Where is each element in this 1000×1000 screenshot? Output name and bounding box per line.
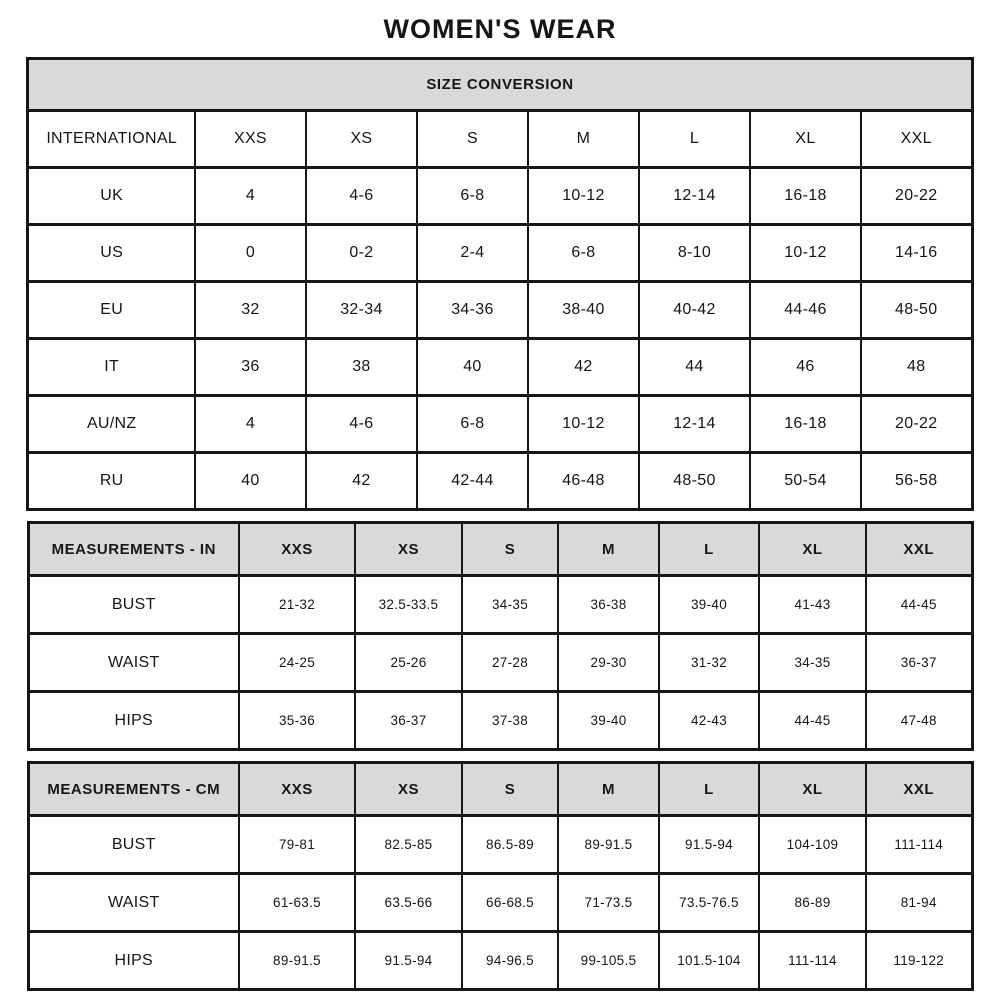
cell: 32: [195, 282, 306, 339]
table-header-row: [28, 111, 972, 168]
cell: 16-18: [750, 396, 861, 453]
cell: 25-26: [355, 634, 462, 692]
cell: 82.5-85: [355, 816, 462, 874]
table-row: [28, 396, 972, 453]
cell: 32-34: [306, 282, 417, 339]
cell: 91.5-94: [659, 816, 759, 874]
row-label: BUST: [28, 576, 239, 634]
cell: 61-63.5: [239, 874, 355, 932]
column-header: XXL: [866, 763, 972, 816]
cell: 46-48: [528, 453, 639, 510]
column-header: M: [528, 111, 639, 168]
cell: 56-58: [861, 453, 972, 510]
cell: 2-4: [417, 225, 528, 282]
table-banner-row: [28, 59, 972, 111]
cell: 41-43: [759, 576, 866, 634]
page-title: WOMEN'S WEAR: [383, 14, 617, 44]
cell: 42: [528, 339, 639, 396]
measurements-in-title: MEASUREMENTS - IN: [28, 523, 239, 576]
row-label: BUST: [28, 816, 239, 874]
cell: 101.5-104: [659, 932, 759, 990]
cell: 34-35: [759, 634, 866, 692]
column-header: XXL: [866, 523, 972, 576]
cell: 29-30: [558, 634, 659, 692]
table-header-row: [28, 523, 972, 576]
column-header: L: [659, 523, 759, 576]
cell: 6-8: [417, 168, 528, 225]
table-row: [28, 692, 972, 750]
cell: 40: [195, 453, 306, 510]
cell: 89-91.5: [239, 932, 355, 990]
column-header: L: [639, 111, 750, 168]
row-label: WAIST: [28, 874, 239, 932]
cell: 99-105.5: [558, 932, 659, 990]
table-row: [28, 816, 972, 874]
cell: 6-8: [417, 396, 528, 453]
cell: 24-25: [239, 634, 355, 692]
cell: 66-68.5: [462, 874, 558, 932]
cell: 44: [639, 339, 750, 396]
cell: 39-40: [659, 576, 759, 634]
table-row: [28, 453, 972, 510]
cell: 46: [750, 339, 861, 396]
column-header: XXS: [195, 111, 306, 168]
column-header: XXS: [239, 763, 355, 816]
cell: 48: [861, 339, 972, 396]
table-header-row: [28, 763, 972, 816]
column-header: XL: [759, 523, 866, 576]
cell: 20-22: [861, 396, 972, 453]
table-row: [28, 168, 972, 225]
cell: 81-94: [866, 874, 972, 932]
cell: 119-122: [866, 932, 972, 990]
cell: 47-48: [866, 692, 972, 750]
column-header: S: [462, 763, 558, 816]
cell: 36-37: [355, 692, 462, 750]
cell: 79-81: [239, 816, 355, 874]
cell: 48-50: [861, 282, 972, 339]
cell: 8-10: [639, 225, 750, 282]
cell: 4: [195, 396, 306, 453]
cell: 86.5-89: [462, 816, 558, 874]
cell: 48-50: [639, 453, 750, 510]
row-label: EU: [28, 282, 195, 339]
column-header: M: [558, 763, 659, 816]
cell: 37-38: [462, 692, 558, 750]
table-row: [28, 932, 972, 990]
cell: 35-36: [239, 692, 355, 750]
table-row: [28, 634, 972, 692]
cell: 36-37: [866, 634, 972, 692]
cell: 50-54: [750, 453, 861, 510]
column-header: M: [558, 523, 659, 576]
cell: 71-73.5: [558, 874, 659, 932]
cell: 91.5-94: [355, 932, 462, 990]
column-header: XS: [355, 523, 462, 576]
row-label: HIPS: [28, 932, 239, 990]
cell: 104-109: [759, 816, 866, 874]
cell: 42-43: [659, 692, 759, 750]
cell: 20-22: [861, 168, 972, 225]
cell: 111-114: [759, 932, 866, 990]
cell: 44-45: [759, 692, 866, 750]
size-conversion-table: [26, 57, 973, 511]
measurements-in-table: [27, 521, 974, 751]
cell: 0: [195, 225, 306, 282]
table-row: [28, 339, 972, 396]
cell: 40: [417, 339, 528, 396]
column-header: XXS: [239, 523, 355, 576]
cell: 10-12: [528, 396, 639, 453]
column-header: XS: [306, 111, 417, 168]
column-header: S: [462, 523, 558, 576]
column-header: XL: [750, 111, 861, 168]
measurements-cm-title: MEASUREMENTS - CM: [28, 763, 239, 816]
cell: 44-46: [750, 282, 861, 339]
row-label: IT: [28, 339, 195, 396]
cell: 36-38: [558, 576, 659, 634]
cell: 14-16: [861, 225, 972, 282]
measurements-cm-table: [27, 761, 974, 991]
cell: 21-32: [239, 576, 355, 634]
table-row: [28, 576, 972, 634]
cell: 31-32: [659, 634, 759, 692]
column-header: XXL: [861, 111, 972, 168]
table-row: [28, 874, 972, 932]
cell: 63.5-66: [355, 874, 462, 932]
cell: 27-28: [462, 634, 558, 692]
row-label: RU: [28, 453, 195, 510]
cell: 10-12: [750, 225, 861, 282]
table-row: [28, 225, 972, 282]
cell: 39-40: [558, 692, 659, 750]
cell: 16-18: [750, 168, 861, 225]
row-label: AU/NZ: [28, 396, 195, 453]
cell: 4-6: [306, 168, 417, 225]
cell: 34-36: [417, 282, 528, 339]
cell: 38-40: [528, 282, 639, 339]
row-label: WAIST: [28, 634, 239, 692]
cell: 12-14: [639, 168, 750, 225]
row-label: UK: [28, 168, 195, 225]
column-header: XL: [759, 763, 866, 816]
row-label: HIPS: [28, 692, 239, 750]
cell: 12-14: [639, 396, 750, 453]
cell: 86-89: [759, 874, 866, 932]
cell: 4-6: [306, 396, 417, 453]
column-header: XS: [355, 763, 462, 816]
cell: 94-96.5: [462, 932, 558, 990]
cell: 32.5-33.5: [355, 576, 462, 634]
cell: 4: [195, 168, 306, 225]
cell: 111-114: [866, 816, 972, 874]
row-header-international: INTERNATIONAL: [28, 111, 195, 168]
cell: 36: [195, 339, 306, 396]
column-header: S: [417, 111, 528, 168]
cell: 34-35: [462, 576, 558, 634]
cell: 38: [306, 339, 417, 396]
cell: 0-2: [306, 225, 417, 282]
row-label: US: [28, 225, 195, 282]
cell: 73.5-76.5: [659, 874, 759, 932]
column-header: L: [659, 763, 759, 816]
cell: 40-42: [639, 282, 750, 339]
cell: 44-45: [866, 576, 972, 634]
cell: 10-12: [528, 168, 639, 225]
cell: 6-8: [528, 225, 639, 282]
cell: 42-44: [417, 453, 528, 510]
table-row: [28, 282, 972, 339]
size-conversion-banner: SIZE CONVERSION: [28, 59, 972, 111]
cell: 42: [306, 453, 417, 510]
cell: 89-91.5: [558, 816, 659, 874]
